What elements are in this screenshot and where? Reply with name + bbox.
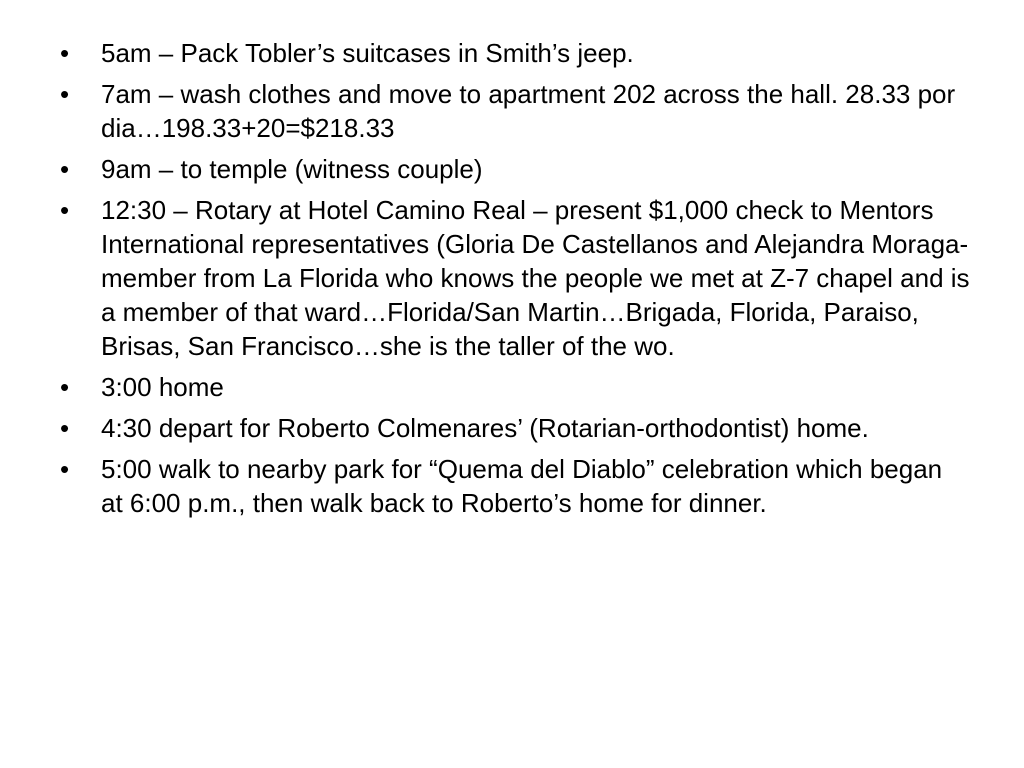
bullet-item <box>60 193 970 363</box>
bullet-item <box>60 411 970 445</box>
bullet-icon: • <box>60 38 70 68</box>
bullet-icon: • <box>60 195 70 225</box>
bullet-text: 7am – wash clothes and move to apartment 202 across the hall. 28.33 por dia…198.33+20=$218.33 <box>101 79 956 143</box>
bullet-text: 4:30 depart for Roberto Colmenares’ (Rotarian-orthodontist) home. <box>101 413 869 443</box>
bullet-item <box>60 370 970 404</box>
bullet-item <box>60 452 970 520</box>
bullet-item <box>60 36 970 70</box>
bullet-item <box>60 152 970 186</box>
bullet-item <box>60 77 970 145</box>
bullet-icon: • <box>60 372 70 402</box>
bullet-icon: • <box>60 454 70 484</box>
bullet-text: 5:00 walk to nearby park for “Quema del Diablo” celebration which began at 6:00 p.m., then walk back to Roberto’s home for dinner. <box>101 454 943 518</box>
bullet-list <box>60 36 970 527</box>
bullet-text: 3:00 home <box>101 372 224 402</box>
bullet-icon: • <box>60 79 70 109</box>
bullet-icon: • <box>60 413 70 443</box>
bullet-text: 5am – Pack Tobler’s suitcases in Smith’s jeep. <box>101 38 634 68</box>
bullet-icon: • <box>60 154 70 184</box>
bullet-text: 12:30 – Rotary at Hotel Camino Real – present $1,000 check to Mentors International representatives (Gloria De Castellanos and Alejandra Moraga-member from La Florida who knows the people we met at Z-7 chapel and is a member of that ward…Florida/San Martin…Brigada, Florida, Paraiso, Brisas, San Francisco…she is the taller of the wo. <box>101 195 970 361</box>
bullet-text: 9am – to temple (witness couple) <box>101 154 483 184</box>
